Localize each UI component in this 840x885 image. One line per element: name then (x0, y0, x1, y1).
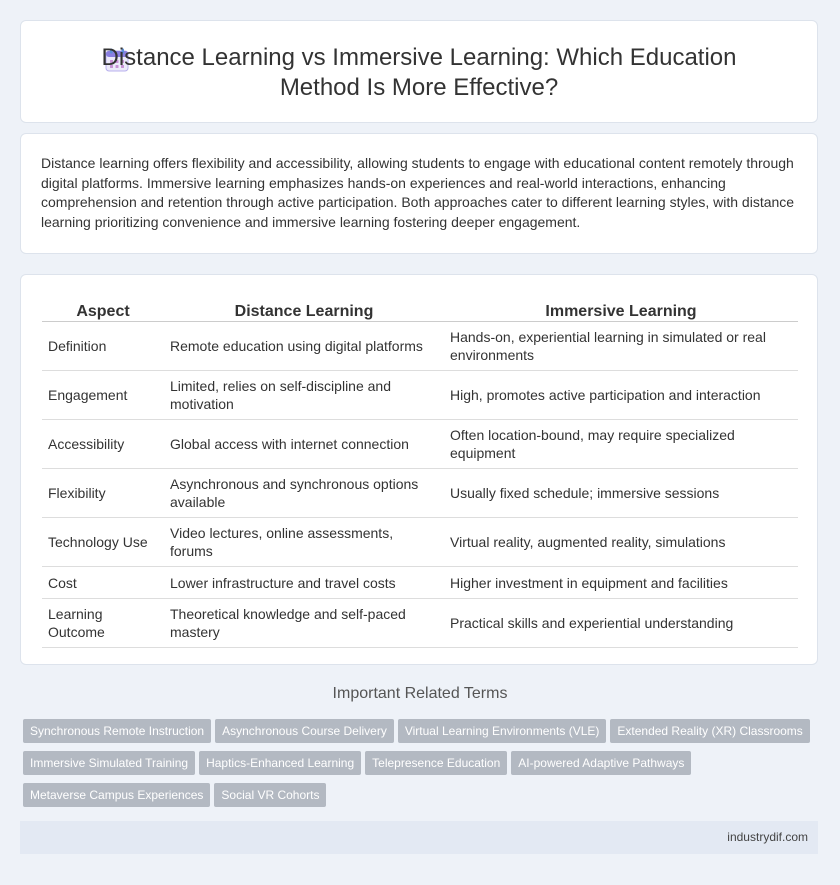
related-term-tag[interactable]: Asynchronous Course Delivery (215, 719, 394, 743)
comparison-card (20, 274, 818, 665)
related-term-tag[interactable]: Extended Reality (XR) Classrooms (610, 719, 809, 743)
table-header-row (42, 294, 798, 322)
related-term-tag[interactable]: Haptics-Enhanced Learning (199, 751, 361, 775)
row-distance: Remote education using digital platforms (164, 322, 444, 371)
related-terms-list (23, 719, 823, 815)
row-immersive: Practical skills and experiential understanding (444, 599, 798, 648)
row-distance: Theoretical knowledge and self-paced mastery (164, 599, 444, 648)
row-distance: Asynchronous and synchronous options available (164, 469, 444, 518)
header-immersive-learning: Immersive Learning (444, 294, 798, 322)
footer (20, 821, 818, 854)
related-term-tag[interactable]: Telepresence Education (365, 751, 507, 775)
row-immersive: Usually fixed schedule; immersive sessions (444, 469, 798, 518)
row-distance: Lower infrastructure and travel costs (164, 567, 444, 599)
row-immersive: Virtual reality, augmented reality, simulations (444, 518, 798, 567)
table-row (42, 371, 798, 420)
row-aspect: Learning Outcome (42, 599, 164, 648)
row-distance: Limited, relies on self-discipline and motivation (164, 371, 444, 420)
related-term-tag[interactable]: Metaverse Campus Experiences (23, 783, 210, 807)
title-line-1: Distance Learning vs Immersive Learning: Which Education (101, 44, 737, 71)
row-aspect: Flexibility (42, 469, 164, 518)
row-aspect: Definition (42, 322, 164, 371)
row-distance: Video lectures, online assessments, forums (164, 518, 444, 567)
row-immersive: High, promotes active participation and interaction (444, 371, 798, 420)
page-title (21, 43, 817, 103)
table-row (42, 518, 798, 567)
row-aspect: Technology Use (42, 518, 164, 567)
row-aspect: Accessibility (42, 420, 164, 469)
header-aspect: Aspect (42, 294, 164, 322)
related-term-tag[interactable]: Immersive Simulated Training (23, 751, 195, 775)
intro-card (20, 133, 818, 254)
row-immersive: Higher investment in equipment and facilities (444, 567, 798, 599)
table-row (42, 322, 798, 371)
title-line-2: Method Is More Effective? (279, 74, 559, 101)
table-row (42, 420, 798, 469)
table-row (42, 599, 798, 648)
header-distance-learning: Distance Learning (164, 294, 444, 322)
related-term-tag[interactable]: Synchronous Remote Instruction (23, 719, 211, 743)
related-term-tag[interactable]: Social VR Cohorts (214, 783, 326, 807)
related-term-tag[interactable]: Virtual Learning Environments (VLE) (398, 719, 607, 743)
row-aspect: Cost (42, 567, 164, 599)
table-row (42, 567, 798, 599)
comparison-table (42, 294, 798, 648)
table-row (42, 469, 798, 518)
row-immersive: Hands-on, experiential learning in simulated or real environments (444, 322, 798, 371)
row-distance: Global access with internet connection (164, 420, 444, 469)
row-immersive: Often location-bound, may require specialized equipment (444, 420, 798, 469)
row-aspect: Engagement (42, 371, 164, 420)
intro-paragraph: Distance learning offers flexibility and accessibility, allowing students to engage with educational content remotely through digital platforms. Immersive learning emphasizes hands-on experiences and real-world interactions, enhancing comprehension and retention through active participation. Both approaches cater to different learning styles, with distance learning prioritizing convenience and immersive learning fostering deeper engagement. (41, 155, 795, 230)
title-card (20, 20, 818, 123)
related-terms-title: Important Related Terms (332, 685, 508, 702)
related-term-tag[interactable]: AI-powered Adaptive Pathways (511, 751, 691, 775)
footer-site[interactable]: industrydif.com (727, 830, 808, 844)
